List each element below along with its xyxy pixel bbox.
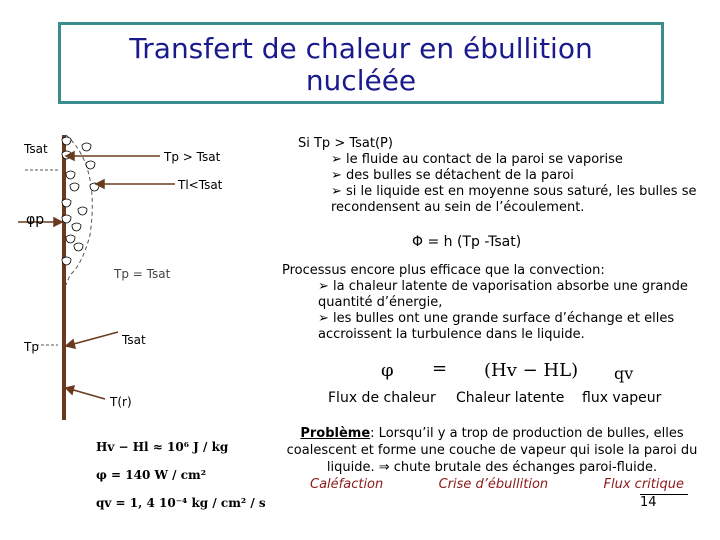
- bullet-2: ➢ des bulles se détachent de la paroi: [331, 168, 574, 183]
- label-chaleur-latente: Chaleur latente: [456, 390, 565, 406]
- term-crise: Crise d’ébullition: [438, 477, 549, 492]
- bullet-3: ➢ si le liquide est en moyenne sous saturé, les bulles se recondensent au sein de l’écoulement.: [331, 184, 697, 215]
- right-block-2: [282, 263, 698, 343]
- phi-p-label: φp: [26, 212, 45, 228]
- problem-label: Problème: [300, 426, 371, 441]
- phi-equation: Φ = h (Tp -Tsat): [412, 234, 522, 250]
- tsat-mid-label: Tsat: [122, 333, 146, 347]
- formula-hv-hl: Hv − Hl ≈ 10⁶ J / kg: [96, 440, 229, 454]
- para-2: Processus encore plus efficace que la convection:: [282, 263, 605, 278]
- tsat-arrow: [70, 332, 118, 345]
- label-flux-chaleur: Flux de chaleur: [328, 390, 436, 406]
- tl-lt-tsat-label: Tl<Tsat: [178, 178, 223, 192]
- wall: [62, 135, 66, 420]
- intro-text: Si Tp > Tsat(P): [298, 136, 393, 151]
- bullet-1: ➢ le fluide au contact de la paroi se vaporise: [331, 152, 623, 167]
- title-line-2: nucléée: [305, 64, 417, 97]
- label-flux-vapeur: flux vapeur: [582, 390, 662, 406]
- tsat-left-label: Tsat: [24, 142, 48, 156]
- problem-text: : Lorsqu’il y a trop de production de bulles, elles coalescent et forme une couche de vapeur qui isole la paroi du liquide. ⇒ chute brutale des échanges paroi-fluide.: [286, 426, 698, 475]
- term-flux-critique: Flux critique: [603, 477, 684, 492]
- eq-qv: qv: [614, 364, 634, 383]
- tp-gt-tsat-label: Tp > Tsat: [164, 150, 221, 164]
- t-r-label: T(r): [110, 395, 132, 409]
- bullet-5: ➢ les bulles ont une grande surface d’échange et elles accroissent la turbulence dans le liquide.: [318, 311, 675, 342]
- tp-left-label: Tp: [24, 340, 39, 354]
- bullet-4: ➢ la chaleur latente de vaporisation absorbe une grande quantité d’énergie,: [318, 279, 688, 310]
- formula-phi: φ = 140 W / cm²: [96, 468, 206, 482]
- problem-terms: [286, 476, 698, 493]
- eq-phi: φ: [381, 360, 394, 381]
- problem-block: [286, 425, 698, 493]
- right-block-1: [298, 136, 708, 216]
- term-calefaction: Caléfaction: [310, 477, 384, 492]
- eq-equals: =: [432, 358, 448, 379]
- formula-qv: qv = 1, 4 10⁻⁴ kg / cm² / s: [96, 496, 266, 510]
- eq-hv-hl: (Hv − HL): [484, 360, 579, 381]
- tp-eq-tsat-label: Tp = Tsat: [114, 267, 171, 281]
- title-line-1: Transfert de chaleur en ébullition: [129, 32, 593, 65]
- page-number: 14: [640, 494, 688, 510]
- tr-arrow: [70, 389, 105, 399]
- title-box: [58, 22, 664, 104]
